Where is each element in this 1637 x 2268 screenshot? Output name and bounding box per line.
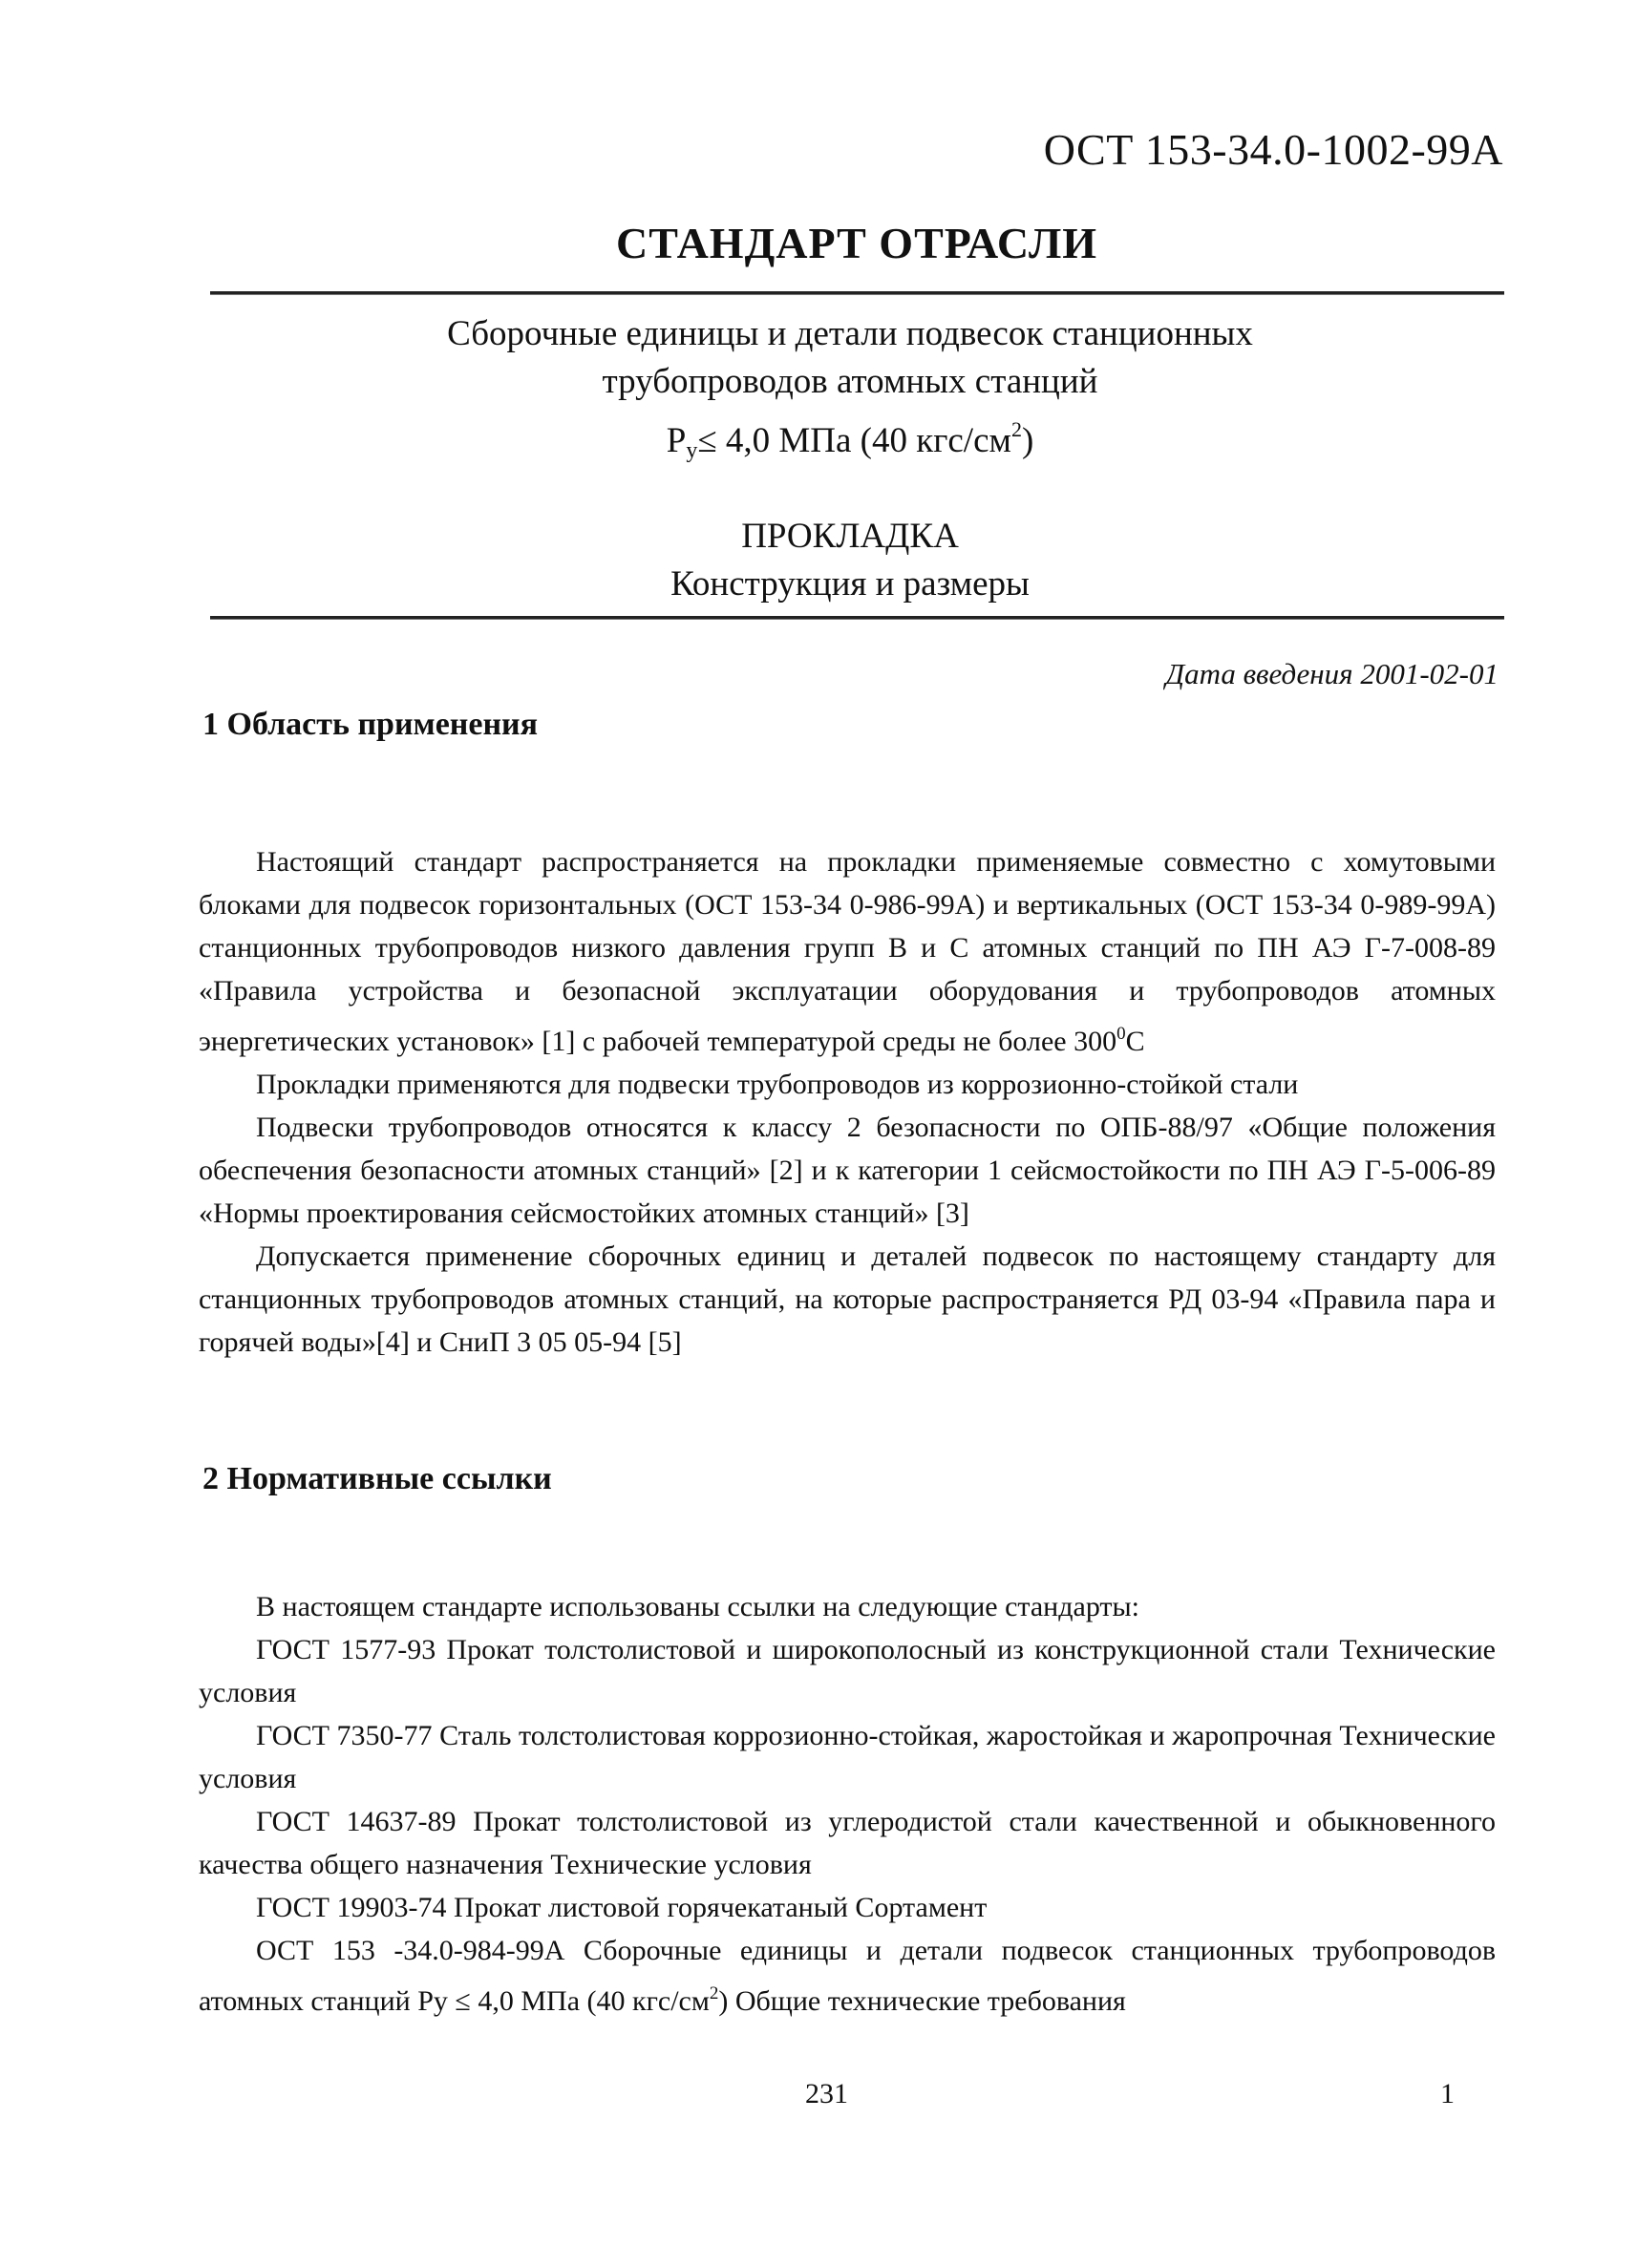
reference-item: ГОСТ 14637-89 Прокат толстолистовой из углеродистой стали качественной и обыкновенного качества общего назначения Технические условия: [199, 1806, 1496, 1880]
page-number-center: 231: [805, 2078, 848, 2109]
subtitle-line-2: трубопроводов атомных станций: [602, 362, 1098, 401]
paragraph-text: Настоящий стандарт распространяется на прокладки применяемые совместно с хомутовыми блоками для подвесок горизонтальных (ОСТ 153-34 0-986-99А) и вертикальных (ОСТ 153-34 0-989-99А) станционных трубопроводов низкого давления групп В и С атомных станций по ПН АЭ Г-7-008-89 «Правила устройства и безопасной эксплуатации оборудования и трубопроводов атомных энергетических установок» [1] с рабочей температурой среды не более 300: [199, 846, 1496, 1057]
pressure-line: [267, 406, 1433, 475]
item-subtitle: Конструкция и размеры: [670, 564, 1030, 604]
document-subtitle-block: [267, 310, 1433, 475]
paragraph: Прокладки применяются для подвески трубопроводов из коррозионно-стойкой стали: [256, 1069, 1299, 1100]
pressure-superscript: 2: [1010, 417, 1022, 441]
paragraph: [199, 840, 1496, 1063]
degree-superscript: 0: [1116, 1024, 1126, 1044]
section-2-body: [199, 1585, 1496, 2023]
paragraph: В настоящем стандарте использованы ссылки на следующие стандарты:: [256, 1591, 1140, 1622]
reference-item: ГОСТ 19903-74 Прокат листовой горячекатаный Сортамент: [256, 1892, 988, 1923]
pressure-prefix: Р: [666, 421, 687, 460]
subtitle-line-1: Сборочные единицы и детали подвесок станционных: [447, 314, 1253, 353]
page-number-right: 1: [1440, 2078, 1455, 2109]
pressure-subscript: у: [686, 438, 698, 463]
reference-item: ГОСТ 1577-93 Прокат толстолистовой и широкополосный из конструкционной стали Технические условия: [199, 1634, 1496, 1708]
paragraph: Допускается применение сборочных единиц и деталей подвесок по настоящему стандарту для станционных трубопроводов атомных станций, на которые распространяется РД 03-94 «Правила пара и горячей воды»[4] и СниП 3 05 05-94 [5]: [199, 1240, 1496, 1358]
item-name: ПРОКЛАДКА: [741, 517, 959, 556]
pressure-end: ): [1021, 421, 1034, 460]
section-1-title: 1 Область применения: [202, 707, 539, 742]
document-code: ОСТ 153-34.0-1002-99А: [1043, 125, 1503, 174]
paragraph-text-end: С: [1125, 1026, 1145, 1057]
top-rule: [210, 291, 1504, 295]
paragraph: Подвески трубопроводов относятся к классу 2 безопасности по ОПБ-88/97 «Общие положения обеспечения безопасности атомных станций» [2] и к категории 1 сейсмостойкости по ПН АЭ Г-5-006-89 «Нормы проектирования сейсмостойких атомных станций» [3]: [199, 1112, 1496, 1229]
section-2-title: 2 Нормативные ссылки: [202, 1461, 552, 1496]
pressure-main: ≤ 4,0 МПа (40 кгс/см: [697, 421, 1011, 460]
reference-item: ГОСТ 7350-77 Сталь толстолистовая коррозионно-стойкая, жаростойкая и жаропрочная Технические условия: [199, 1720, 1496, 1794]
item-title-block: [267, 513, 1433, 608]
standard-title: СТАНДАРТ ОТРАСЛИ: [615, 219, 1098, 267]
reference-superscript: 2: [709, 1983, 719, 2003]
introduction-date: Дата введения 2001-02-01: [1165, 657, 1499, 690]
reference-item: [199, 1929, 1496, 2023]
section-1-body: [199, 840, 1496, 1364]
reference-text: ОСТ 153 -34.0-984-99А Сборочные единицы и детали подвесок станционных трубопроводов атомных станций Ру ≤ 4,0 МПа (40 кгс/см: [199, 1935, 1496, 2017]
bottom-rule: [210, 616, 1504, 620]
reference-text-end: ) Общие технические требования: [718, 1985, 1126, 2017]
